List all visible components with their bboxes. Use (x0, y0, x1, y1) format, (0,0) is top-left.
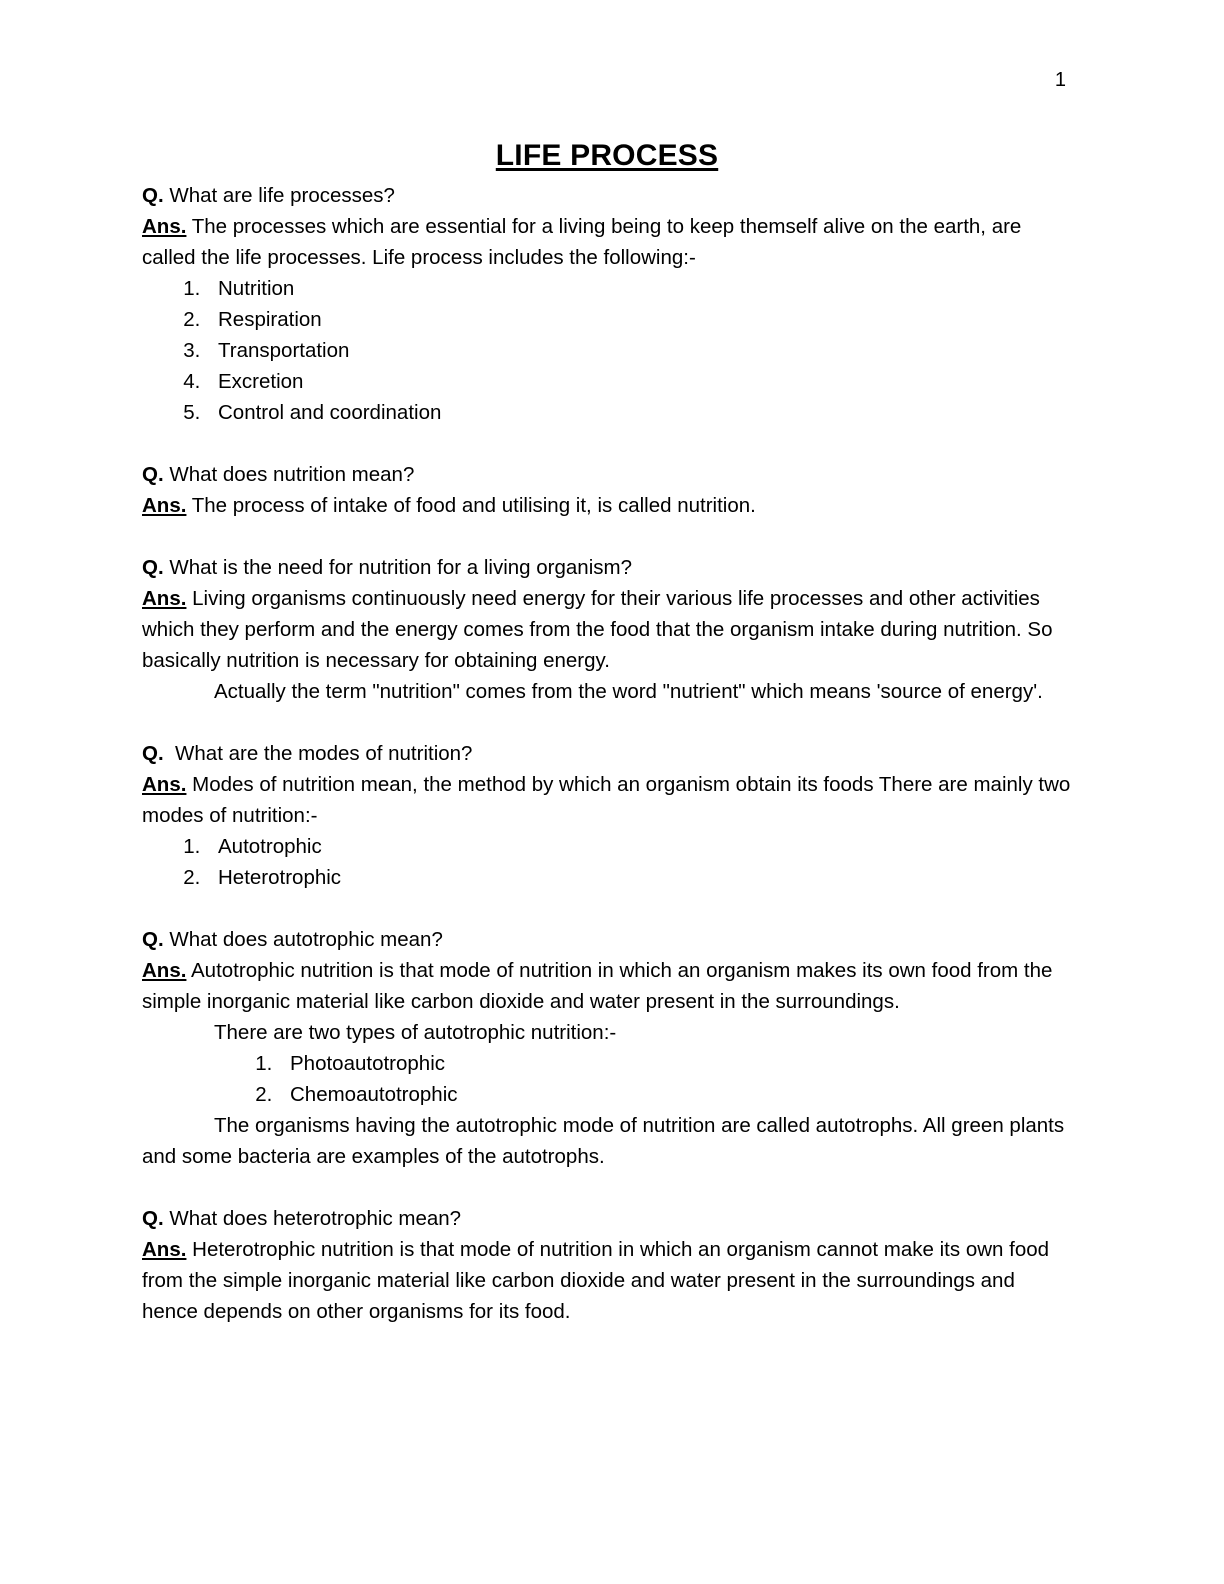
answer-label: Ans. (142, 494, 187, 517)
question-line (142, 924, 1072, 955)
qa-block-life-processes (142, 180, 1072, 428)
section-spacer (142, 428, 1072, 459)
qa-block-need-for-nutrition (142, 552, 1072, 707)
qa-block-modes-of-nutrition (142, 738, 1077, 893)
question-text: What are the modes of nutrition? (163, 742, 473, 765)
question-line (142, 459, 1072, 490)
list-item: 3. Transportation (206, 335, 1072, 366)
section-spacer (142, 707, 1072, 738)
question-line (142, 738, 1072, 769)
answer-line (142, 955, 1072, 1017)
answer-line (142, 769, 1077, 831)
autotrophs-closing-paragraph: The organisms having the autotrophic mode of nutrition are called autotrophs. All green plants and some bacteria are examples of the autotrophs. (142, 1114, 1070, 1168)
question-text: What does nutrition mean? (163, 463, 415, 486)
question-label: Q. (142, 184, 164, 207)
modes-of-nutrition-list (142, 831, 1072, 893)
list-item: 2. Heterotrophic (206, 862, 1072, 893)
question-line (142, 180, 1072, 211)
life-process-list (142, 273, 1072, 428)
question-label: Q. (142, 556, 164, 579)
answer-text: The processes which are essential for a living being to keep themself alive on the earth, are called the life processes. Life process includes the following:- (142, 215, 1028, 269)
answer-text: Living organisms continuously need energy for their various life processes and other activities which they perform and the energy comes from the food that the organism intake during nutrition. So basically nutrition is necessary for obtaining energy. (142, 587, 1059, 672)
qa-block-heterotrophic (142, 1203, 1072, 1327)
list-item: 2. Chemoautotrophic (278, 1079, 1072, 1110)
list-item: 1. Nutrition (206, 273, 1072, 304)
page-title: LIFE PROCESS (495, 139, 719, 172)
section-spacer (142, 521, 1072, 552)
question-text: What does autotrophic mean? (163, 928, 443, 951)
answer-label: Ans. (142, 773, 187, 796)
question-label: Q. (142, 742, 164, 765)
qa-block-autotrophic (142, 924, 1072, 1172)
answer-text: The process of intake of food and utilising it, is called nutrition. (186, 494, 756, 517)
answer-extra-paragraph: Actually the term "nutrition" comes from the word "nutrient" which means 'source of energy'. (214, 680, 1043, 703)
list-item: 1. Autotrophic (206, 831, 1072, 862)
answer-label: Ans. (142, 587, 187, 610)
answer-label: Ans. (142, 215, 187, 238)
question-text: What are life processes? (163, 184, 395, 207)
list-item: 2. Respiration (206, 304, 1072, 335)
autotrophic-types-list (142, 1048, 1072, 1110)
list-item: 5. Control and coordination (206, 397, 1072, 428)
answer-line (142, 583, 1072, 676)
answer-text: Autotrophic nutrition is that mode of nutrition in which an organism makes its own food from the simple inorganic material like carbon dioxide and water present in the surroundings. (142, 959, 1059, 1013)
list-item: 1. Photoautotrophic (278, 1048, 1072, 1079)
answer-label: Ans. (142, 1238, 187, 1261)
list-item: 4. Excretion (206, 366, 1072, 397)
section-spacer (142, 1172, 1072, 1203)
page-number: 1 (1054, 69, 1066, 91)
answer-label: Ans. (142, 959, 187, 982)
answer-line (142, 211, 1072, 273)
answer-line (142, 490, 1072, 521)
document-body (142, 138, 1077, 1327)
question-label: Q. (142, 928, 164, 951)
qa-block-nutrition-meaning (142, 459, 1072, 521)
question-text: What does heterotrophic mean? (163, 1207, 462, 1230)
question-label: Q. (142, 463, 164, 486)
question-line (142, 1203, 1072, 1234)
question-label: Q. (142, 1207, 164, 1230)
question-text: What is the need for nutrition for a living organism? (163, 556, 632, 579)
autotrophic-types-intro: There are two types of autotrophic nutrition:- (214, 1021, 617, 1044)
answer-text: Modes of nutrition mean, the method by which an organism obtain its foods There are mainly two modes of nutrition:- (142, 773, 1077, 827)
answer-line (142, 1234, 1072, 1327)
answer-text: Heterotrophic nutrition is that mode of nutrition in which an organism cannot make its own food from the simple inorganic material like carbon dioxide and water present in the surroundings and hence depends on other organisms for its food. (142, 1238, 1055, 1323)
question-line (142, 552, 1072, 583)
section-spacer (142, 893, 1072, 924)
